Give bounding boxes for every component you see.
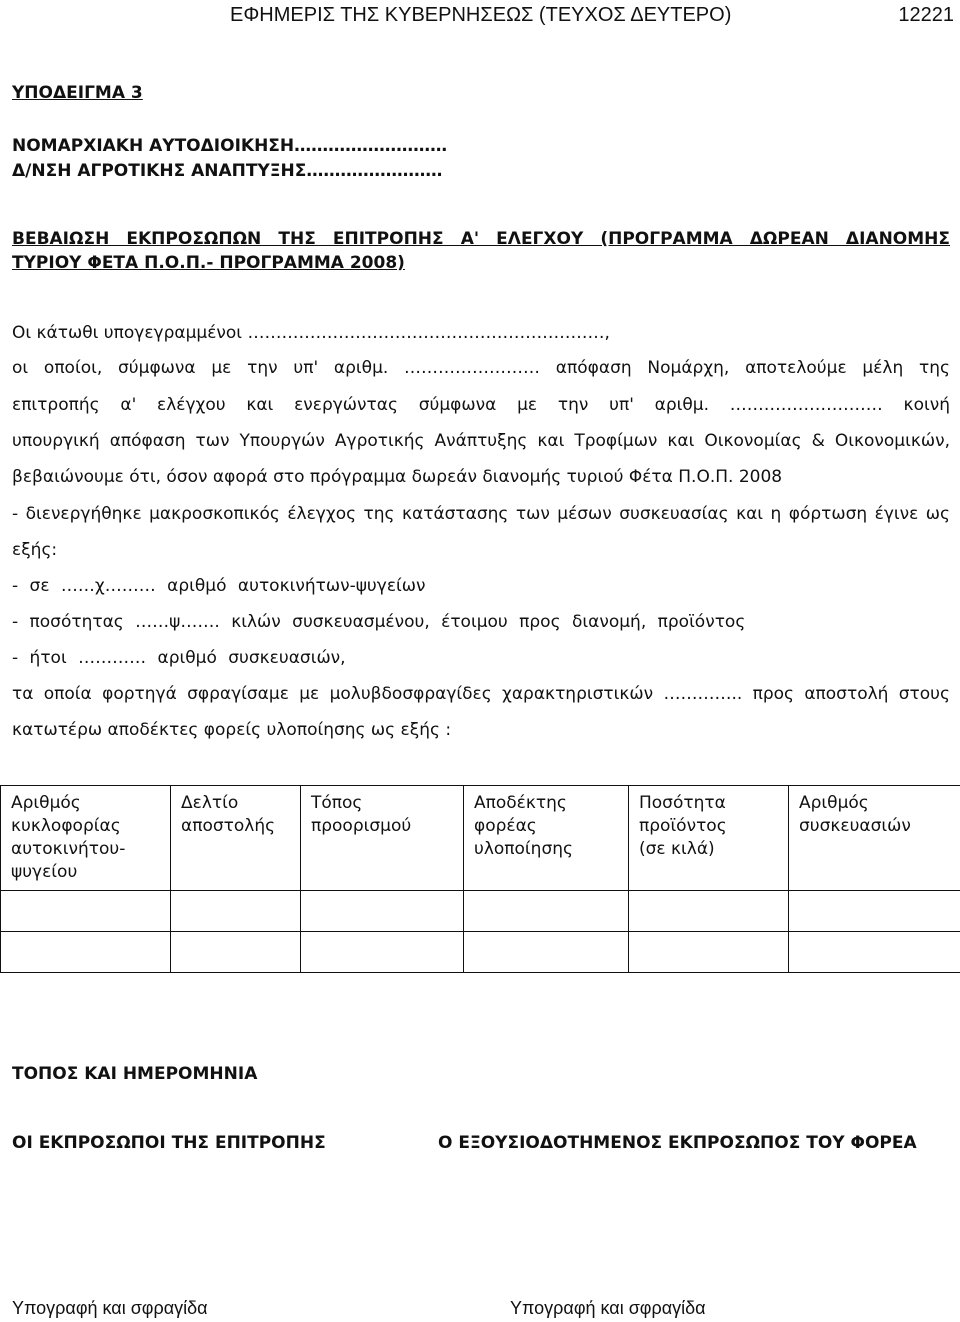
committee-representatives-label: ΟΙ ΕΚΠΡΟΣΩΠΟΙ ΤΗΣ ΕΠΙΤΡΟΠΗΣ: [12, 1133, 326, 1153]
certificate-title-line-1: ΒΕΒΑΙΩΣΗ ΕΚΠΡΟΣΩΠΩΝ ΤΗΣ ΕΠΙΤΡΟΠΗΣ Α' ΕΛΕΓΧΟΥ (ΠΡΟΓΡΑΜΜΑ ΔΩΡΕΑΝ ΔΙΑΝΟΜΗΣ: [12, 229, 950, 249]
left-signature-label: Υπογραφή και σφραγίδα: [12, 1298, 208, 1318]
body-item-2: - ποσότητας ……ψ……. κιλών συσκευασμένου, έτοιμου προς διανομή, προϊόντος: [12, 612, 746, 632]
shipment-table: [0, 785, 960, 973]
column-header-recipient-body: Αποδέκτης φορέας υλοποίησης: [464, 786, 629, 891]
right-signature-label: Υπογραφή και σφραγίδα: [510, 1298, 706, 1318]
certificate-title-line-2: ΤΥΡΙΟΥ ΦΕΤΑ Π.Ο.Π.- ΠΡΟΓΡΑΜΜΑ 2008): [12, 253, 405, 273]
body-line-3: επιτροπής α' ελέγχου και ενεργώντας σύμφωνα με την υπ' αριθμ. ……………………… κοινή: [12, 395, 950, 415]
table-cell: [789, 891, 960, 932]
authorized-representative-label: Ο ΕΞΟΥΣΙΟΔΟΤΗΜΕΝΟΣ ΕΚΠΡΟΣΩΠΟΣ ΤΟΥ ΦΟΡΕΑ: [438, 1133, 917, 1153]
table-header-row: [1, 786, 960, 891]
body-line-8: τα οποία φορτηγά σφραγίσαμε με μολυβδοσφραγίδες χαρακτηριστικών ………….. προς αποστολή στους: [12, 684, 950, 704]
place-and-date-label: ΤΟΠΟΣ ΚΑΙ ΗΜΕΡΟΜΗΝΙΑ: [12, 1064, 258, 1084]
body-line-5: βεβαιώνουμε ότι, όσον αφορά στο πρόγραμμα δωρεάν διανομής τυριού Φέτα Π.Ο.Π. 2008: [12, 467, 783, 487]
table-cell: [301, 891, 464, 932]
table-cell: [171, 932, 301, 973]
table-row: [1, 932, 960, 973]
body-item-3: - ήτοι ………… αριθμό συσκευασιών,: [12, 648, 346, 668]
page-number: 12221: [898, 4, 954, 26]
column-header-package-count: Αριθμός συσκευασιών: [789, 786, 960, 891]
table-cell: [629, 932, 789, 973]
body-line-1: Οι κάτωθι υπογεγραμμένοι ………………………………………………………,: [12, 323, 610, 343]
body-line-9: κατωτέρω αποδέκτες φορείς υλοποίησης ως εξής :: [12, 720, 452, 740]
model-title: ΥΠΟΔΕΙΓΜΑ 3: [12, 83, 143, 103]
table-cell: [464, 932, 629, 973]
body-line-6: - διενεργήθηκε μακροσκοπικός έλεγχος της κατάστασης των μέσων συσκευασίας και η φόρτωση έγινε ως: [12, 504, 950, 524]
table-row: [1, 891, 960, 932]
body-item-1: - σε ……χ……… αριθμό αυτοκινήτων-ψυγείων: [12, 576, 426, 596]
authority-line-1: ΝΟΜΑΡΧΙΑΚΗ ΑΥΤΟΔΙΟΙΚΗΣΗ………………………: [12, 136, 448, 156]
table-cell: [171, 891, 301, 932]
column-header-dispatch-note: Δελτίο αποστολής: [171, 786, 301, 891]
table-cell: [301, 932, 464, 973]
table-cell: [789, 932, 960, 973]
column-header-vehicle-number: Αριθμός κυκλοφορίας αυτοκινήτου- ψυγείου: [1, 786, 171, 891]
body-line-2: οι οποίοι, σύμφωνα με την υπ' αριθμ. …………………… απόφαση Νομάρχη, αποτελούμε μέλη της: [12, 358, 950, 378]
gazette-header-title: ΕΦΗΜΕΡΙΣ ΤΗΣ ΚΥΒΕΡΝΗΣΕΩΣ (ΤΕΥΧΟΣ ΔΕΥΤΕΡΟ): [230, 4, 732, 26]
column-header-quantity-kg: Ποσότητα προϊόντος (σε κιλά): [629, 786, 789, 891]
authority-line-2: Δ/ΝΣΗ ΑΓΡΟΤΙΚΗΣ ΑΝΑΠΤΥΞΗΣ……………………: [12, 161, 443, 181]
body-line-7: εξής:: [12, 540, 58, 560]
body-line-4: υπουργική απόφαση των Υπουργών Αγροτικής Ανάπτυξης και Τροφίμων και Οικονομίας & Οικονομικών,: [12, 431, 950, 451]
table-cell: [464, 891, 629, 932]
column-header-destination: Τόπος προορισμού: [301, 786, 464, 891]
table-cell: [1, 891, 171, 932]
table-cell: [629, 891, 789, 932]
table-cell: [1, 932, 171, 973]
